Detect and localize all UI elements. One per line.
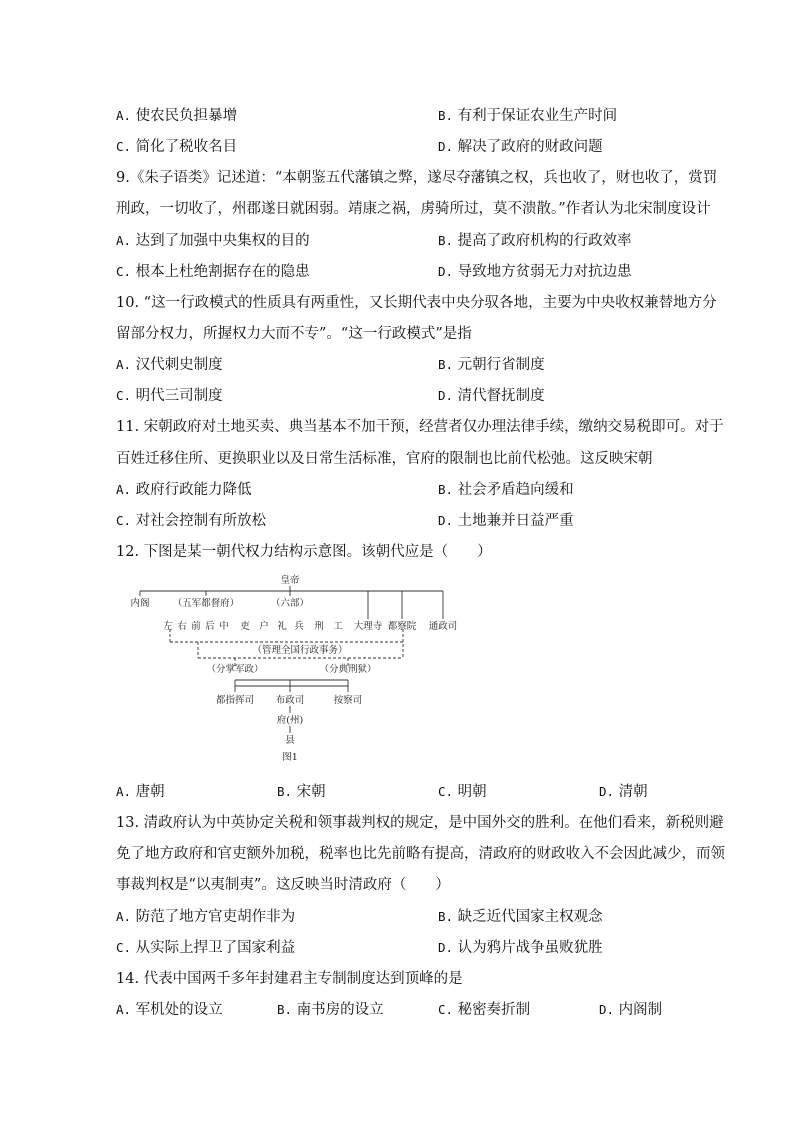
option-letter: C. xyxy=(116,940,132,955)
option-letter: A. xyxy=(116,784,132,799)
option-text: 认为鸦片战争虽败犹胜 xyxy=(457,940,603,956)
option-text: 对社会控制有所放松 xyxy=(135,513,267,529)
option-letter: A. xyxy=(116,108,132,123)
q11-option-c[interactable] xyxy=(116,509,266,530)
option-letter: D. xyxy=(438,264,454,279)
option-text: 使农民负担暴增 xyxy=(135,108,238,124)
option-text: 明朝 xyxy=(457,784,487,800)
option-text: 南书房的设立 xyxy=(296,1002,384,1018)
diagram-fuzhou: 府(州) xyxy=(276,715,304,726)
q10-option-a[interactable] xyxy=(116,353,223,374)
option-text: 军机处的设立 xyxy=(135,1002,223,1018)
option-text: 根本上杜绝割据存在的隐患 xyxy=(135,264,310,280)
diagram-liubu-member: 工 xyxy=(333,621,343,632)
option-letter: C. xyxy=(116,139,132,154)
q14-option-c[interactable] xyxy=(438,998,530,1019)
option-text: 土地兼并日益严重 xyxy=(457,513,574,529)
diagram-duzhihui: 都指挥司 xyxy=(215,695,255,706)
option-text: 唐朝 xyxy=(135,784,165,800)
q10-stem-line1: 10. “这一行政模式的性质具有两重性，又长期代表中央分驭各地，主要为中央收权兼替地方分 xyxy=(116,295,717,311)
q12-option-d[interactable] xyxy=(599,780,648,801)
option-letter: B. xyxy=(277,1002,293,1017)
q8-option-a[interactable] xyxy=(116,104,237,125)
diagram-buzheng: 布政司 xyxy=(275,695,305,706)
option-letter: C. xyxy=(438,1002,454,1017)
diagram-liubu-member: 兵 xyxy=(294,621,304,632)
q9-option-a[interactable] xyxy=(116,229,310,250)
q13-option-b[interactable] xyxy=(438,905,603,926)
diagram-ancha: 按察司 xyxy=(333,695,363,706)
q11-option-b[interactable] xyxy=(438,478,574,499)
option-text: 清朝 xyxy=(618,784,648,800)
diagram-liubu-member: 吏 xyxy=(240,621,250,632)
q8-option-c[interactable] xyxy=(116,135,237,156)
diagram-xian: 县 xyxy=(285,735,295,746)
option-letter: D. xyxy=(438,139,454,154)
q9-option-b[interactable] xyxy=(438,229,632,250)
diagram-liubu: （六部） xyxy=(270,598,310,609)
q9-option-c[interactable] xyxy=(116,260,310,281)
option-letter: D. xyxy=(438,940,454,955)
diagram-duchayuan: 都察院 xyxy=(387,621,417,632)
q13-stem-line3: 事裁判权是“以夷制夷”。这反映当时清政府（ ） xyxy=(116,877,450,893)
diagram-fendian: （分典刑狱） xyxy=(319,664,377,675)
diagram-tongzhengsi: 通政司 xyxy=(428,621,458,632)
diagram-neige: 内阁 xyxy=(130,598,150,609)
q10-option-d[interactable] xyxy=(438,384,545,405)
diagram-liubu-member: 刑 xyxy=(314,621,324,632)
option-letter: D. xyxy=(599,1002,615,1017)
diagram-emperor: 皇帝 xyxy=(280,575,300,586)
q13-option-a[interactable] xyxy=(116,905,295,926)
q10-stem-line2: 留部分权力，所握权力大而不专”。“这一行政模式”是指 xyxy=(116,326,472,342)
q10-option-b[interactable] xyxy=(438,353,545,374)
option-text: 有利于保证农业生产时间 xyxy=(457,108,618,124)
option-letter: A. xyxy=(116,233,132,248)
q12-stem: 12. 下图是某一朝代权力结构示意图。该朝代应是（ ） xyxy=(116,544,492,560)
q12-option-a[interactable] xyxy=(116,780,165,801)
option-text: 提高了政府机构的行政效率 xyxy=(457,233,632,249)
option-text: 政府行政能力降低 xyxy=(135,482,252,498)
option-letter: A. xyxy=(116,357,132,372)
option-text: 宋朝 xyxy=(296,784,326,800)
option-letter: B. xyxy=(438,357,454,372)
option-text: 简化了税收名目 xyxy=(135,139,238,155)
option-letter: D. xyxy=(599,784,615,799)
option-letter: B. xyxy=(438,108,454,123)
option-letter: A. xyxy=(116,482,132,497)
diagram-wujun-member: 前 xyxy=(191,621,201,632)
diagram-wujun-member: 左 xyxy=(163,621,173,632)
option-letter: D. xyxy=(438,513,454,528)
option-text: 导致地方贫弱无力对抗边患 xyxy=(457,264,632,280)
diagram-liubu-member: 礼 xyxy=(277,621,287,632)
q8-option-d[interactable] xyxy=(438,135,603,156)
option-text: 解决了政府的财政问题 xyxy=(457,139,603,155)
option-letter: C. xyxy=(438,784,454,799)
q9-stem-line2: 刑政，一切收了，州郡遂日就困弱。靖康之祸，虏骑所过，莫不溃散。”作者认为北宋制度设计 xyxy=(116,201,711,217)
option-text: 社会矛盾趋向缓和 xyxy=(457,482,574,498)
option-letter: B. xyxy=(438,909,454,924)
option-text: 内阁制 xyxy=(618,1002,663,1018)
option-letter: C. xyxy=(116,388,132,403)
option-text: 从实际上捍卫了国家利益 xyxy=(135,940,296,956)
option-text: 达到了加强中央集权的目的 xyxy=(135,233,310,249)
option-letter: A. xyxy=(116,909,132,924)
q11-stem-line2: 百姓迁移住所、更换职业以及日常生活标准，官府的限制也比前代松弛。这反映宋朝 xyxy=(116,451,653,467)
diagram-wujun-member: 中 xyxy=(219,621,229,632)
q8-option-b[interactable] xyxy=(438,104,617,125)
option-text: 缺乏近代国家主权观念 xyxy=(457,909,603,925)
option-letter: A. xyxy=(116,1002,132,1017)
option-text: 元朝行省制度 xyxy=(457,357,545,373)
option-letter: C. xyxy=(116,513,132,528)
option-letter: B. xyxy=(438,482,454,497)
option-letter: B. xyxy=(277,784,293,799)
option-text: 清代督抚制度 xyxy=(457,388,545,404)
q11-option-a[interactable] xyxy=(116,478,252,499)
diagram-dalisi: 大理寺 xyxy=(353,621,383,632)
q14-stem: 14. 代表中国两千多年封建君主专制制度达到顶峰的是 xyxy=(116,971,463,987)
q9-option-d[interactable] xyxy=(438,260,632,281)
q11-stem-line1: 11. 宋朝政府对土地买卖、典当基本不加干预，经营者仅办理法律手续，缴纳交易税即可。对于 xyxy=(116,419,724,435)
diagram-fenzhang: （分掌军政） xyxy=(206,664,264,675)
q13-stem-line2: 免了地方政府和官吏额外加税，税率也比先前略有提高，清政府的财政收入不会因此减少，而领 xyxy=(116,846,725,862)
q12-option-c[interactable] xyxy=(438,780,487,801)
q14-option-b[interactable] xyxy=(277,998,384,1019)
q14-option-a[interactable] xyxy=(116,998,223,1019)
q10-option-c[interactable] xyxy=(116,384,223,405)
q13-option-d[interactable] xyxy=(438,936,603,957)
q14-option-d[interactable] xyxy=(599,998,662,1019)
q9-stem-line1: 9.《朱子语类》记述道：“本朝鉴五代藩镇之弊，遂尽夺藩镇之权，兵也收了，财也收了，赏罚 xyxy=(116,170,718,186)
option-text: 防范了地方官吏胡作非为 xyxy=(135,909,296,925)
option-letter: B. xyxy=(438,233,454,248)
power-structure-diagram xyxy=(118,569,478,769)
diagram-wujun: （五军都督府） xyxy=(172,598,240,609)
diagram-liubu-member: 户 xyxy=(259,621,269,632)
q12-option-b[interactable] xyxy=(277,780,326,801)
option-text: 明代三司制度 xyxy=(135,388,223,404)
diagram-guanli: （管理全国行政事务） xyxy=(252,645,348,656)
option-letter: C. xyxy=(116,264,132,279)
option-text: 汉代刺史制度 xyxy=(135,357,223,373)
diagram-wujun-member: 后 xyxy=(205,621,215,632)
q11-option-d[interactable] xyxy=(438,509,574,530)
q13-option-c[interactable] xyxy=(116,936,295,957)
diagram-caption: 图1 xyxy=(282,752,298,763)
diagram-wujun-member: 右 xyxy=(177,621,187,632)
q13-stem-line1: 13. 清政府认为中英协定关税和领事裁判权的规定，是中国外交的胜利。在他们看来，新税则避 xyxy=(116,815,724,831)
option-text: 秘密奏折制 xyxy=(457,1002,531,1018)
option-letter: D. xyxy=(438,388,454,403)
